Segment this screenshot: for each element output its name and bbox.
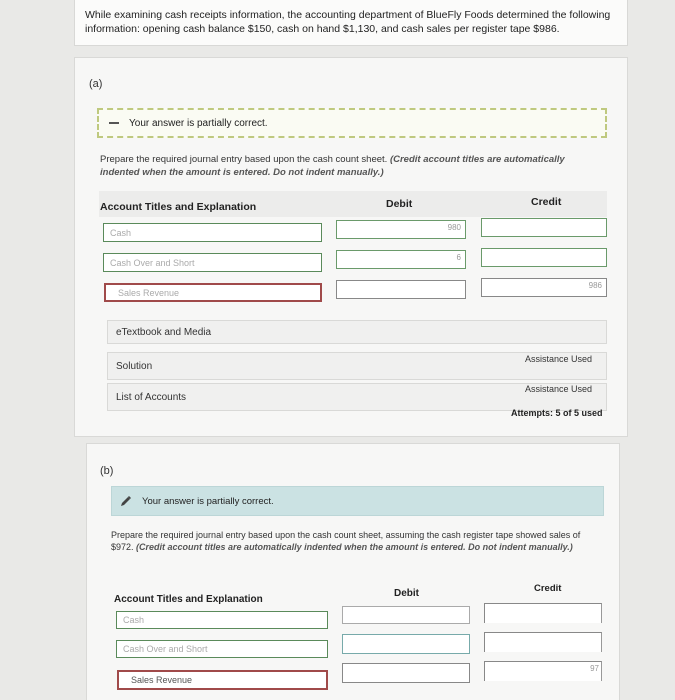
part-b-row1-debit[interactable] [342,606,470,624]
part-b-row2-account[interactable]: Cash Over and Short [116,640,328,658]
question-text: While examining cash receipts information, the accounting department of BlueFly Foods determined the following information: opening cash balance $150, cash on hand $1,130, and cash sales per register tape $986. [74,0,628,46]
part-a-row2-credit[interactable] [481,248,607,267]
part-b-row3-debit[interactable] [342,663,470,683]
part-b-row3-account[interactable]: Sales Revenue [117,670,328,690]
part-a-row3-credit[interactable]: 986 [481,278,607,297]
part-b-row1-credit[interactable] [484,603,602,623]
part-a-row1-debit[interactable]: 980 [336,220,466,239]
list-of-accounts-link[interactable]: List of Accounts [107,383,607,411]
part-b-instructions: Prepare the required journal entry based upon the cash count sheet, assuming the cash register tape showed sales of $972. (Credit account titles are automatically indented when the amount is entered. Do not indent manually.) [111,530,581,552]
attempts-counter: Attempts: 5 of 5 used [511,408,603,418]
part-b-debit-header: Debit [394,588,419,599]
accounts-assistance-used: Assistance Used [525,384,593,394]
part-a-notice [97,108,607,138]
solution-assistance-used: Assistance Used [525,354,593,364]
part-a-row2-account[interactable]: Cash Over and Short [103,253,322,272]
part-b-label: (b) [100,465,114,477]
part-b-row2-debit[interactable] [342,634,470,654]
etextbook-link[interactable]: eTextbook and Media [107,320,607,344]
part-b-row1-account[interactable]: Cash [116,611,328,629]
part-b-row2-credit[interactable] [484,632,602,652]
part-a-account-header: Account Titles and Explanation [100,201,257,213]
part-a-notice-text: Your answer is partially correct. [129,117,268,129]
part-b-row3-credit[interactable]: 97 [484,661,602,681]
part-a-row1-credit[interactable] [481,218,607,237]
part-a-debit-header: Debit [386,198,413,210]
part-a-instructions: Prepare the required journal entry based upon the cash count sheet. (Credit account titles are automatically indented when the amount is entered. Do not indent manually.) [100,154,565,178]
part-b-credit-header: Credit [534,583,562,594]
pencil-icon [120,495,132,507]
part-b-notice [111,486,604,516]
part-a-row3-debit[interactable] [336,280,466,299]
part-b-notice-text: Your answer is partially correct. [142,495,274,507]
part-a-credit-header: Credit [531,196,562,208]
part-a-row3-account[interactable]: Sales Revenue [104,283,322,302]
solution-link[interactable]: Solution [107,352,607,380]
part-a-row2-debit[interactable]: 6 [336,250,466,269]
partial-correct-icon [109,122,119,124]
part-b-account-header: Account Titles and Explanation [114,594,263,605]
part-a-label: (a) [89,78,103,90]
part-a-row1-account[interactable]: Cash [103,223,322,242]
